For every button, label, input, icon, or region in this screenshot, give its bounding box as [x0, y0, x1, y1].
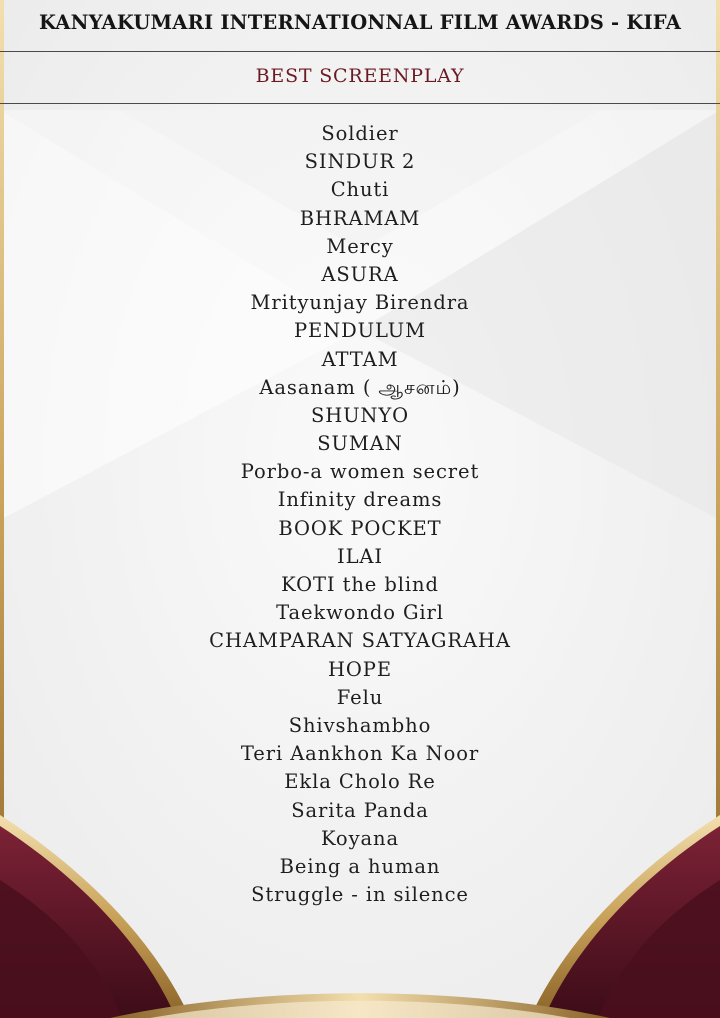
- nominee-item: Porbo-a women secret: [240, 460, 480, 484]
- nominee-item: Soldier: [321, 122, 399, 145]
- nominee-item: SHUNYO: [310, 403, 410, 427]
- nominee-item: Ekla Cholo Re: [284, 770, 436, 794]
- nominee-item: CHAMPARAN SATYAGRAHA: [209, 629, 511, 653]
- nominee-item: ILAI: [336, 544, 384, 568]
- category-divider: [0, 103, 720, 104]
- nominee-item: ASURA: [321, 262, 399, 286]
- nominee-item: ATTAM: [321, 347, 399, 371]
- nominee-item: BHRAMAM: [299, 206, 421, 230]
- nominee-item: SUMAN: [317, 432, 403, 456]
- nominee-item: Sarita Panda: [291, 798, 429, 822]
- nominee-item: Taekwondo Girl: [276, 601, 444, 625]
- nominee-item: Mercy: [326, 234, 394, 258]
- nominee-item: KOTI the blind: [281, 573, 439, 596]
- nominee-item: HOPE: [328, 657, 392, 681]
- nominee-item: Felu: [336, 685, 384, 709]
- nominee-item: Aasanam ( ஆசனம்): [259, 375, 461, 399]
- nominee-item: Koyana: [320, 826, 399, 850]
- title-divider: [0, 51, 720, 52]
- nominee-list: [0, 120, 720, 909]
- nominee-item: Shivshambho: [288, 713, 432, 737]
- nominee-item: Being a human: [279, 854, 441, 878]
- nominee-item: Struggle - in silence: [251, 883, 469, 907]
- nominee-item: SINDUR 2: [304, 150, 416, 174]
- nominee-item: Infinity dreams: [277, 488, 443, 512]
- nominee-item: PENDULUM: [294, 319, 426, 343]
- nominee-item: Chuti: [330, 178, 390, 202]
- nominee-item: Teri Aankhon Ka Noor: [240, 742, 480, 766]
- nominee-item: BOOK POCKET: [278, 516, 442, 540]
- page-title: KANYAKUMARI INTERNATIONNAL FILM AWARDS - KIFA: [38, 11, 682, 34]
- category-title: BEST SCREENPLAY: [255, 65, 465, 87]
- nominee-item: Mrityunjay Birendra: [250, 291, 470, 315]
